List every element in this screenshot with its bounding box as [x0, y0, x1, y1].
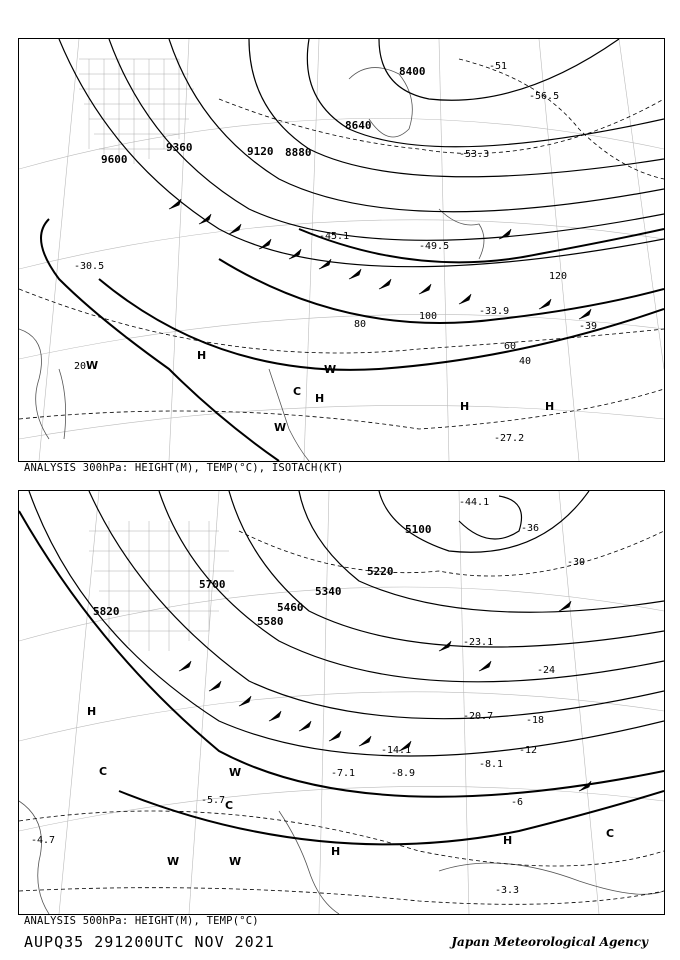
height-label: 5100 — [405, 523, 432, 536]
cold-center-marker: C — [225, 799, 234, 812]
temp-label: -45.1 — [319, 231, 350, 242]
latlon-grid — [19, 39, 664, 461]
warm-center-marker: W — [167, 855, 180, 868]
warm-center-marker: W — [324, 363, 337, 376]
height-label: 5820 — [93, 605, 120, 618]
height-label: 5460 — [277, 601, 304, 614]
caption-500hpa: ANALYSIS 500hPa: HEIGHT(M), TEMP(°C) — [24, 915, 259, 927]
station-value: -3.3 — [495, 885, 520, 896]
isotach-label: 20 — [74, 361, 87, 372]
isotach-label: 80 — [354, 319, 367, 330]
temp-label: -30 — [567, 557, 586, 568]
warm-center-marker: W — [274, 421, 287, 434]
temp-label: -33.9 — [479, 306, 510, 317]
station-value: -20.7 — [463, 711, 494, 722]
warm-center-marker: W — [229, 766, 242, 779]
station-value: -7.1 — [331, 768, 356, 779]
height-label: 8400 — [399, 65, 426, 78]
station-value: -23.1 — [463, 637, 494, 648]
high-pressure-marker: H — [315, 392, 325, 405]
temp-label: -24 — [537, 665, 556, 676]
cold-center-marker: C — [606, 827, 615, 840]
station-value: -14.1 — [381, 745, 412, 756]
height-label: 8880 — [285, 146, 312, 159]
map-300hpa-svg — [19, 39, 664, 461]
map-panel-500hpa — [18, 490, 665, 915]
temp-label: -39 — [579, 321, 598, 332]
temp-label: -6 — [511, 797, 524, 808]
temperature-isotherms — [19, 531, 664, 904]
isotach-label: 120 — [549, 271, 568, 282]
cold-center-marker: C — [293, 385, 302, 398]
station-value: -5.7 — [201, 795, 226, 806]
temp-label: -51 — [489, 61, 508, 72]
height-label: 9120 — [247, 145, 274, 158]
temp-label: -49.5 — [419, 241, 450, 252]
map-panel-300hpa — [18, 38, 665, 462]
caption-300hpa: ANALYSIS 300hPa: HEIGHT(M), TEMP(°C), ISOTACH(KT) — [24, 462, 344, 474]
wind-barbs — [169, 199, 591, 319]
height-contours — [59, 39, 664, 267]
map-500hpa-svg — [19, 491, 664, 914]
station-value: -8.9 — [391, 768, 416, 779]
station-value: -4.7 — [31, 835, 56, 846]
height-contours — [29, 491, 664, 756]
isotach-label: 60 — [504, 341, 517, 352]
cold-center-marker: C — [99, 765, 108, 778]
temp-label: -56.5 — [529, 91, 560, 102]
isotach-label: 40 — [519, 356, 532, 367]
height-label: 8640 — [345, 119, 372, 132]
isotach-label: 100 — [419, 311, 438, 322]
chart-code-datetime: AUPQ35 291200UTC NOV 2021 — [24, 933, 275, 951]
high-pressure-marker: H — [197, 349, 207, 362]
isotach-contours — [41, 219, 664, 461]
height-label: 9600 — [101, 153, 128, 166]
warm-center-marker: W — [86, 359, 99, 372]
high-pressure-marker: H — [545, 400, 555, 413]
temp-label: -18 — [526, 715, 545, 726]
temp-label: -12 — [519, 745, 538, 756]
height-label: 5340 — [315, 585, 342, 598]
warm-center-marker: W — [229, 855, 242, 868]
high-pressure-marker: H — [87, 705, 97, 718]
height-label: 9360 — [166, 141, 193, 154]
height-label: 5220 — [367, 565, 394, 578]
temp-label: -27.2 — [494, 433, 525, 444]
height-label: 5580 — [257, 615, 284, 628]
temp-label: -36 — [521, 523, 540, 534]
station-value: -44.1 — [459, 497, 490, 508]
high-pressure-marker: H — [331, 845, 341, 858]
station-value: -8.1 — [479, 759, 504, 770]
temp-label: -30.5 — [74, 261, 105, 272]
agency-name: Japan Meteorological Agency — [451, 935, 648, 949]
high-pressure-marker: H — [503, 834, 513, 847]
latlon-grid — [19, 491, 664, 914]
high-pressure-marker: H — [460, 400, 470, 413]
height-label: 5700 — [199, 578, 226, 591]
temp-label: -53.3 — [459, 149, 490, 160]
